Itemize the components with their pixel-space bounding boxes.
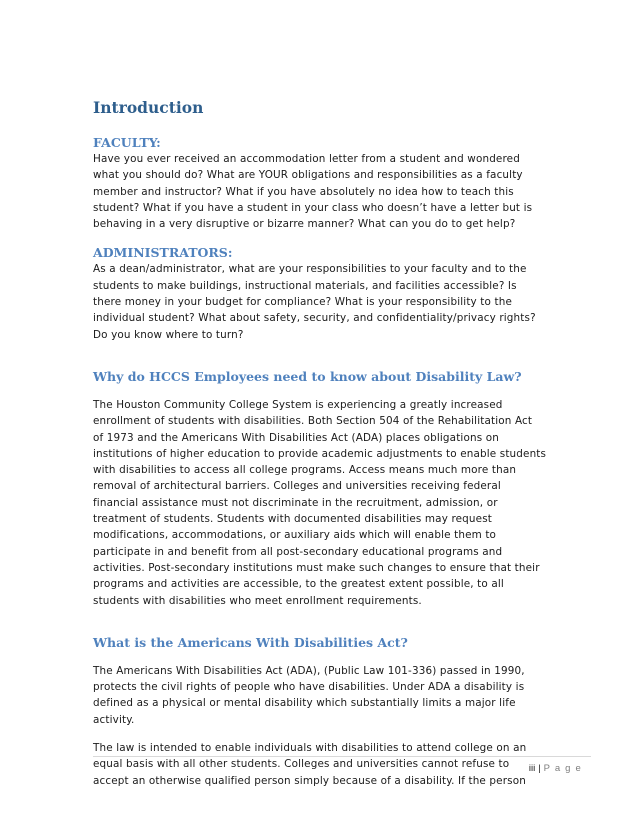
section-disability-law-heading: Why do HCCS Employees need to know about Disability Law? [93, 368, 522, 384]
faculty-paragraph: Have you ever received an accommodation letter from a student and wondered what you should do? What are YOUR obligations and responsibilities as a faculty member and instructor? What if you have absolutely no idea how to teach this student? What if you have a student in your class who doesn’t have a letter but is behaving in a very disruptive or bizarre manner? What can you do to get help? [93, 153, 533, 231]
footer-separator: | [538, 763, 541, 774]
page-label: P a g e [543, 763, 582, 774]
page-footer [529, 763, 582, 774]
page-content [93, 98, 593, 789]
section-ada-heading: What is the Americans With Disabilities Act? [93, 634, 408, 650]
section-disability-law-paragraph: The Houston Community College System is experiencing a greatly increased enrollment of students with disabilities. Both Section 504 of the Rehabilitation Act of 1973 and the Americans With Disabilities Act (ADA) places obligations on institutions of higher education to provide academic adjustments to enable students with disabilities to access all college programs. Access means much more than removal of architectural barriers. Colleges and universities receiving federal financial assistance must not discriminate in the recruitment, admission, or treatment of students. Students with documented disabilities may request modifications, accommodations, or auxiliary aids which will enable them to participate in and benefit from all post-secondary educational programs and activities. Post-secondary institutions must make such changes to ensure that their programs and activities are accessible, to the greatest extent possible, to all students with disabilities who meet enrollment requirements. [93, 398, 547, 607]
section-ada-paragraph-1: The Americans With Disabilities Act (ADA), (Public Law 101-336) passed in 1990, protects the civil rights of people who have disabilities. Under ADA a disability is defined as a physical or mental disability which substantially limits a major life activity. [93, 664, 525, 726]
section-ada-paragraph-2: The law is intended to enable individuals with disabilities to attend college on an equal basis with all other students. Colleges and universities cannot refuse to accept an otherwise qualified person simply because of a disability. If the person [93, 742, 527, 787]
page-title: Introduction [93, 98, 204, 117]
faculty-heading: FACULTY: [93, 135, 161, 150]
administrators-heading: ADMINISTRATORS: [93, 245, 233, 261]
administrators-paragraph: As a dean/administrator, what are your responsibilities to your faculty and to the students to make buildings, instructional materials, and facilities accessible? Is there money in your budget for compliance? What is your responsibility to the individual student? What about safety, security, and confidentiality/privacy rights? Do you know where to turn? [93, 263, 536, 341]
page-number: iii [528, 763, 536, 774]
footer-divider [93, 756, 591, 757]
